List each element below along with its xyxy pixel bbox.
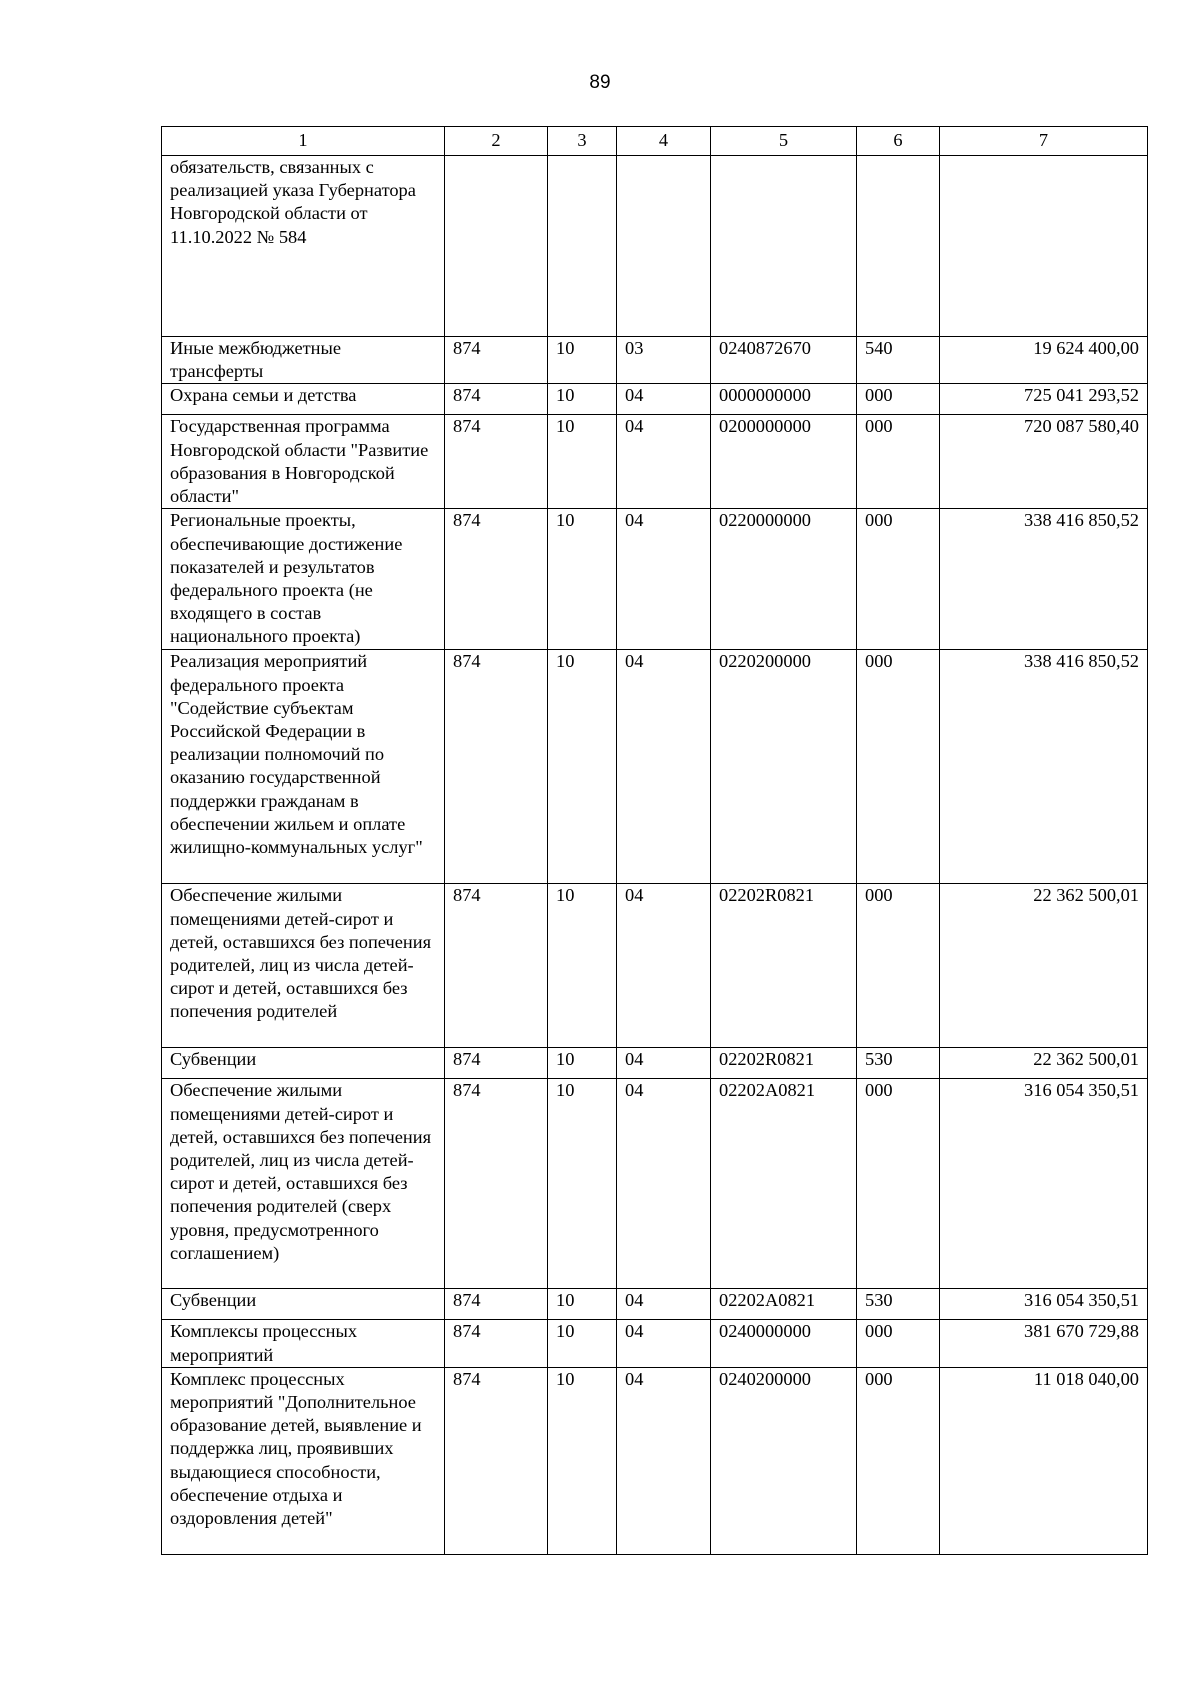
- cell-section: 10: [548, 337, 617, 384]
- column-header: 4: [617, 127, 711, 156]
- cell-expense-type: 000: [857, 650, 940, 884]
- row-name: Государственная программа Новгородской области "Развитие образования в Новгородской области": [162, 415, 445, 509]
- table-row: [162, 384, 1148, 415]
- cell-target-article: 0220200000: [711, 650, 857, 884]
- row-name: Субвенции: [162, 1048, 445, 1079]
- cell-ministry: 874: [445, 884, 548, 1048]
- cell-subsection: 04: [617, 884, 711, 1048]
- cell-target-article: 0000000000: [711, 384, 857, 415]
- cell-expense-type: 530: [857, 1289, 940, 1320]
- cell-ministry: 874: [445, 1048, 548, 1079]
- table-row: [162, 1079, 1148, 1289]
- cell-section: 10: [548, 415, 617, 509]
- cell-subsection: 04: [617, 384, 711, 415]
- cell-amount: 338 416 850,52: [940, 509, 1148, 650]
- cell-subsection: 04: [617, 1289, 711, 1320]
- cell-subsection: 04: [617, 1048, 711, 1079]
- table-row: [162, 1048, 1148, 1079]
- cell-amount: 316 054 350,51: [940, 1289, 1148, 1320]
- cell-amount: 19 624 400,00: [940, 337, 1148, 384]
- cell-amount: 22 362 500,01: [940, 1048, 1148, 1079]
- cell-ministry: 874: [445, 1079, 548, 1289]
- column-header: 3: [548, 127, 617, 156]
- table-row: [162, 156, 1148, 337]
- cell-ministry: 874: [445, 337, 548, 384]
- cell-amount: 725 041 293,52: [940, 384, 1148, 415]
- cell-amount: [940, 156, 1148, 337]
- row-name: Иные межбюджетные трансферты: [162, 337, 445, 384]
- cell-expense-type: 000: [857, 415, 940, 509]
- row-name: Охрана семьи и детства: [162, 384, 445, 415]
- cell-target-article: 02202R0821: [711, 884, 857, 1048]
- cell-ministry: 874: [445, 509, 548, 650]
- cell-section: 10: [548, 509, 617, 650]
- cell-target-article: 02202A0821: [711, 1079, 857, 1289]
- cell-subsection: 04: [617, 1367, 711, 1554]
- table-row: [162, 415, 1148, 509]
- cell-ministry: 874: [445, 415, 548, 509]
- cell-expense-type: 000: [857, 1320, 940, 1367]
- cell-subsection: 03: [617, 337, 711, 384]
- table-row: [162, 509, 1148, 650]
- cell-section: [548, 156, 617, 337]
- cell-amount: 316 054 350,51: [940, 1079, 1148, 1289]
- cell-expense-type: 530: [857, 1048, 940, 1079]
- table-row: [162, 1367, 1148, 1554]
- cell-subsection: 04: [617, 1079, 711, 1289]
- cell-target-article: 0240872670: [711, 337, 857, 384]
- cell-amount: 11 018 040,00: [940, 1367, 1148, 1554]
- cell-section: 10: [548, 1079, 617, 1289]
- cell-section: 10: [548, 884, 617, 1048]
- cell-expense-type: 000: [857, 1079, 940, 1289]
- cell-expense-type: [857, 156, 940, 337]
- cell-expense-type: 540: [857, 337, 940, 384]
- row-name: Обеспечение жилыми помещениями детей-сирот и детей, оставшихся без попечения родителей, лиц из числа детей-сирот и детей, оставшихся без попечения родителей (сверх уровня, предусмотренного соглашением): [162, 1079, 445, 1289]
- cell-section: 10: [548, 1320, 617, 1367]
- cell-ministry: 874: [445, 384, 548, 415]
- page-number: 89: [589, 72, 611, 93]
- row-name: Субвенции: [162, 1289, 445, 1320]
- cell-amount: 338 416 850,52: [940, 650, 1148, 884]
- cell-ministry: 874: [445, 1289, 548, 1320]
- cell-target-article: [711, 156, 857, 337]
- cell-amount: 22 362 500,01: [940, 884, 1148, 1048]
- cell-section: 10: [548, 650, 617, 884]
- header-row: [162, 127, 1148, 156]
- cell-section: 10: [548, 1289, 617, 1320]
- cell-target-article: 0220000000: [711, 509, 857, 650]
- cell-target-article: 02202R0821: [711, 1048, 857, 1079]
- cell-section: 10: [548, 1048, 617, 1079]
- cell-subsection: 04: [617, 1320, 711, 1367]
- table-row: [162, 337, 1148, 384]
- row-name: обязательств, связанных с реализацией указа Губернатора Новгородской области от 11.10.2022 № 584: [162, 156, 445, 337]
- column-header: 7: [940, 127, 1148, 156]
- cell-expense-type: 000: [857, 509, 940, 650]
- cell-subsection: 04: [617, 650, 711, 884]
- column-header: 1: [162, 127, 445, 156]
- cell-subsection: 04: [617, 509, 711, 650]
- cell-ministry: [445, 156, 548, 337]
- column-header: 5: [711, 127, 857, 156]
- row-name: Региональные проекты, обеспечивающие достижение показателей и результатов федерального проекта (не входящего в состав национального проекта): [162, 509, 445, 650]
- cell-expense-type: 000: [857, 384, 940, 415]
- cell-target-article: 0240000000: [711, 1320, 857, 1367]
- table-row: [162, 884, 1148, 1048]
- budget-table: [161, 126, 1148, 1555]
- cell-section: 10: [548, 384, 617, 415]
- table-row: [162, 1320, 1148, 1367]
- cell-subsection: 04: [617, 415, 711, 509]
- table-row: [162, 650, 1148, 884]
- cell-target-article: 0240200000: [711, 1367, 857, 1554]
- table-row: [162, 1289, 1148, 1320]
- cell-expense-type: 000: [857, 884, 940, 1048]
- row-name: Комплексы процессных мероприятий: [162, 1320, 445, 1367]
- cell-target-article: 02202A0821: [711, 1289, 857, 1320]
- cell-amount: 720 087 580,40: [940, 415, 1148, 509]
- cell-target-article: 0200000000: [711, 415, 857, 509]
- cell-subsection: [617, 156, 711, 337]
- cell-ministry: 874: [445, 1367, 548, 1554]
- cell-ministry: 874: [445, 650, 548, 884]
- cell-ministry: 874: [445, 1320, 548, 1367]
- row-name: Комплекс процессных мероприятий "Дополнительное образование детей, выявление и поддержка лиц, проявивших выдающиеся способности, обеспечение отдыха и оздоровления детей": [162, 1367, 445, 1554]
- column-header: 2: [445, 127, 548, 156]
- cell-amount: 381 670 729,88: [940, 1320, 1148, 1367]
- cell-section: 10: [548, 1367, 617, 1554]
- row-name: Обеспечение жилыми помещениями детей-сирот и детей, оставшихся без попечения родителей, лиц из числа детей-сирот и детей, оставшихся без попечения родителей: [162, 884, 445, 1048]
- row-name: Реализация мероприятий федерального проекта "Содействие субъектам Российской Федерации в реализации полномочий по оказанию государственной поддержки гражданам в обеспечении жильем и оплате жилищно-коммунальных услуг": [162, 650, 445, 884]
- column-header: 6: [857, 127, 940, 156]
- cell-expense-type: 000: [857, 1367, 940, 1554]
